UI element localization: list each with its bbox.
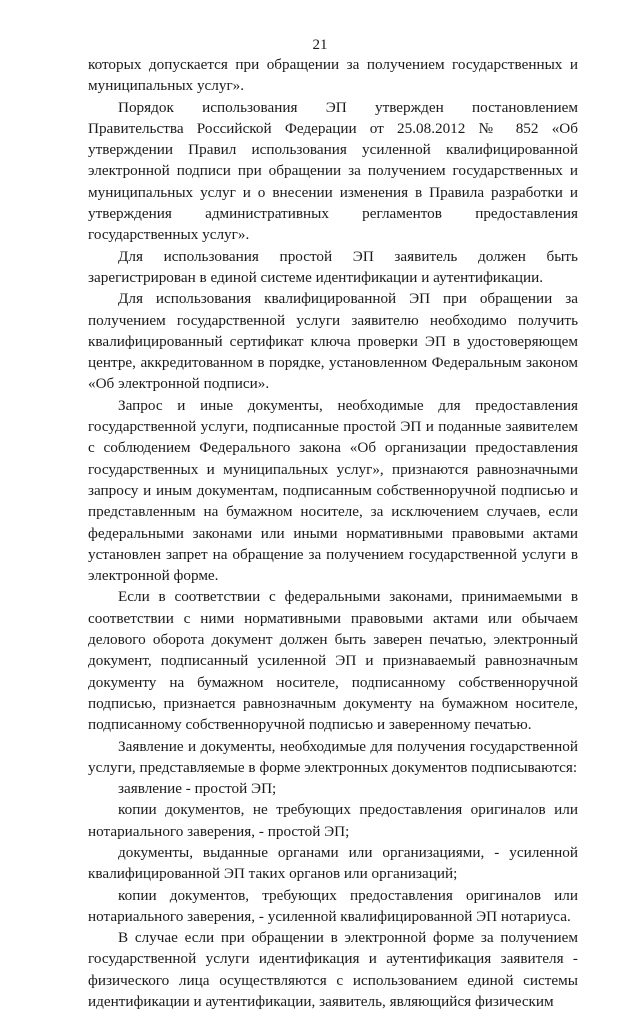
paragraph: документы, выданные органами или организациями, - усиленной квалифицированной ЭП таких органов или организаций; (88, 843, 578, 883)
page-number: 21 (312, 37, 328, 53)
paragraph: Для использования простой ЭП заявитель должен быть зарегистрирован в единой системе идентификации и аутентификации. (88, 247, 578, 286)
paragraph: заявление - простой ЭП; (118, 780, 277, 798)
paragraph: копии документов, требующих предоставления оригиналов или нотариального заверения, - усиленной квалифицированной ЭП нотариуса. (88, 886, 578, 925)
paragraph: которых допускается при обращении за получением государственных и муниципальных услуг». (88, 56, 578, 95)
paragraph: Заявление и документы, необходимые для получения государственной услуги, представляемые в форме электронных документов подписываются: (88, 737, 578, 776)
paragraph: Для использования квалифицированной ЭП при обращении за получением государственной услуги заявителю необходимо получить квалифицированный сертификат ключа проверки ЭП в удостоверяющем центре, аккредитованном в порядке, установленном Федеральным законом «Об электронной подписи». (88, 290, 578, 393)
paragraph: В случае если при обращении в электронной форме за получением государственной услуги идентификация и аутентификация заявителя - физического лица осуществляются с использованием единой системы идентификации и аутентификации, заявитель, являющийся физическим (88, 929, 578, 1011)
paragraph: копии документов, не требующих предоставления оригиналов или нотариального заверения, - простой ЭП; (88, 801, 578, 840)
paragraph: Если в соответствии с федеральными законами, принимаемыми в соответствии с ними нормативными правовыми актами или обычаем делового оборота документ должен быть заверен печатью, электронный документ, подписанный усиленной ЭП и признаваемый равнозначным документу на бумажном носителе, подписанному собственноручной подписью, признается равнозначным документу на бумажном носителе, подписанному собственноручной подписью и заверенному печатью. (88, 588, 578, 734)
paragraph: Порядок использования ЭП утвержден постановлением Правительства Российской Федерации от 25.08.2012 № 852 «Об утверждении Правил использования усиленной квалифицированной электронной подписи при обращении за получением государственных и муниципальных услуг и о внесении изменения в Правила разработки и утверждения административных регламентов предоставления государственных услуг». (88, 98, 578, 244)
document-body (88, 54, 578, 1012)
paragraph: Запрос и иные документы, необходимые для предоставления государственной услуги, подписанные простой ЭП и поданные заявителем с соблюдением Федерального закона «Об организации предоставления государственных и муниципальных услуг», признаются равнозначными запросу и иным документам, подписанным собственноручной подписью и представленным на бумажном носителе, за исключением случаев, если федеральными законами или иными нормативными правовыми актами установлен запрет на обращение за получением государственной услуги в электронной форме. (88, 396, 578, 585)
